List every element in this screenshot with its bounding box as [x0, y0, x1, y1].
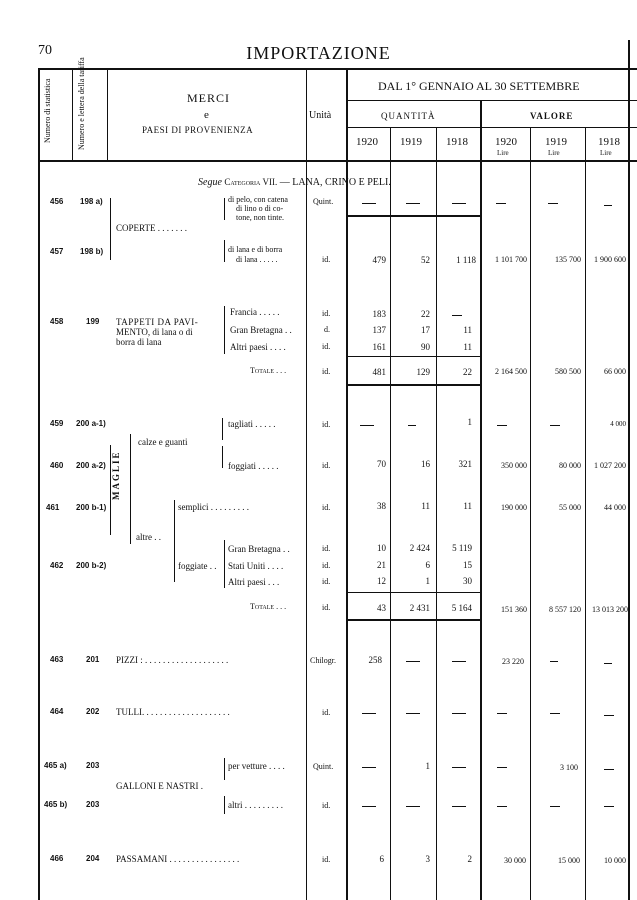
tariff-number: 203	[86, 800, 100, 809]
brace	[224, 796, 225, 814]
merci-heading: MERCI	[187, 91, 231, 105]
unit: id.	[322, 603, 331, 612]
e-heading: e	[204, 109, 209, 121]
unit: id.	[322, 461, 331, 470]
calze-label: calze e guanti	[138, 437, 188, 447]
stat-number: 456	[50, 197, 64, 206]
brace	[224, 198, 225, 220]
cell: 3 100	[560, 763, 578, 772]
cell: 479	[372, 255, 386, 265]
stat-number: 463	[50, 655, 64, 664]
cell: 6	[425, 560, 430, 570]
cell: 17	[421, 325, 430, 335]
cell: 2	[467, 854, 472, 864]
page-number: 70	[38, 43, 52, 58]
dash	[452, 661, 466, 662]
page-title: IMPORTAZIONE	[246, 43, 391, 63]
quantita-heading: QUANTITÀ	[381, 111, 436, 121]
dash	[360, 425, 374, 426]
cell: 11	[463, 342, 472, 352]
cell: 1 900 600	[594, 255, 626, 264]
cell: 11	[421, 501, 430, 511]
q1919-heading: 1919	[400, 136, 422, 148]
brace	[222, 418, 223, 440]
cell: 350 000	[501, 461, 527, 470]
cell: 23 220	[502, 657, 524, 666]
galloni-label: GALLONI E NASTRI .	[116, 781, 203, 791]
brace	[224, 540, 225, 588]
tagliati-label: tagliati . . . . .	[228, 419, 276, 429]
tappeti-label-1: TAPPETI DA PAVI-	[116, 317, 199, 327]
foggiate-label: foggiate . .	[178, 561, 217, 571]
stat-number: 464	[50, 707, 64, 716]
dash	[550, 425, 560, 426]
tariff-number: 200 b-2)	[76, 561, 107, 570]
cell: 5 119	[452, 543, 472, 553]
dash	[604, 715, 614, 716]
subtotal-rule	[346, 356, 480, 357]
cell: 580 500	[555, 367, 581, 376]
dash	[497, 425, 507, 426]
cell: 129	[416, 367, 430, 377]
q1920-heading: 1920	[356, 136, 378, 148]
cell: 258	[368, 655, 382, 665]
dash	[362, 806, 376, 807]
v1920-lire: Lire	[497, 149, 509, 157]
dash	[452, 203, 466, 204]
tariff-number: 202	[86, 707, 100, 716]
cell: 11	[463, 501, 472, 511]
cell: 55 000	[559, 503, 581, 512]
tariff-number: 203	[86, 761, 100, 770]
dash	[406, 713, 420, 714]
unit: id.	[322, 855, 331, 864]
col-rule	[38, 68, 40, 900]
cell: 22	[463, 367, 472, 377]
cell: 12	[377, 576, 386, 586]
dash	[497, 713, 507, 714]
stat-number: 458	[50, 317, 64, 326]
unit: Quint.	[313, 762, 334, 771]
tariff-number: 200 a-2)	[76, 461, 106, 470]
altre-label: altre . .	[136, 532, 161, 542]
brace	[110, 198, 111, 260]
stat-number: 461	[46, 503, 60, 512]
tariff-number: 198 a)	[80, 197, 103, 206]
dash	[497, 806, 507, 807]
cell: 16	[421, 459, 430, 469]
cell: 5 164	[451, 603, 472, 613]
unit: id.	[322, 309, 331, 318]
lana-label-2: di lana . . . . .	[236, 255, 278, 264]
tariff-number: 200 b-1)	[76, 503, 107, 512]
cell: 3	[425, 854, 430, 864]
unit: id.	[322, 801, 331, 810]
cell: 13 013 200	[592, 605, 628, 614]
stat-number: 457	[50, 247, 64, 256]
dash	[452, 767, 466, 768]
cell: 11	[463, 325, 472, 335]
dash	[406, 203, 420, 204]
maglie-label: MAGLIE	[111, 450, 121, 500]
unit: Quint.	[313, 197, 334, 206]
gran-bretagna-label: Gran Bretagna . .	[228, 544, 290, 554]
coperte-label: COPERTE . . . . . . .	[116, 223, 187, 233]
pizzi-label: PIZZI : . . . . . . . . . . . . . . . . . . .	[116, 655, 229, 665]
col-rule	[480, 100, 482, 900]
unit: id.	[322, 342, 331, 351]
cell: 70	[377, 459, 386, 469]
stat-number: 462	[50, 561, 64, 570]
dash	[362, 767, 376, 768]
cell: 30 000	[504, 856, 526, 865]
cell: 2 431	[409, 603, 430, 613]
brace	[174, 500, 175, 582]
dash	[406, 806, 420, 807]
brace	[222, 446, 223, 468]
cell: 190 000	[501, 503, 527, 512]
cell: 21	[377, 560, 386, 570]
v1920-heading: 1920	[495, 136, 517, 148]
cell: 44 000	[604, 503, 626, 512]
valore-heading: VALORE	[530, 111, 574, 121]
unit: id.	[322, 367, 331, 376]
v1918-heading: 1918	[598, 136, 620, 148]
col-rule	[72, 68, 73, 160]
cell: 22	[421, 309, 430, 319]
unit: Chilogr.	[310, 656, 337, 665]
cell: 6	[379, 854, 384, 864]
stat-number: 460	[50, 461, 64, 470]
col-rule	[390, 127, 391, 900]
subtotal-rule	[346, 215, 480, 217]
cell: 183	[372, 309, 386, 319]
unit: id.	[322, 255, 331, 264]
dash	[452, 315, 462, 316]
stat-number: 466	[50, 854, 64, 863]
cell: 4 000	[610, 420, 626, 428]
stat-number: 465 b)	[44, 800, 68, 809]
subtotal-rule	[346, 592, 480, 593]
cell: 137	[372, 325, 386, 335]
totale-label: Totale . . .	[250, 602, 287, 611]
cell: 38	[377, 501, 386, 511]
stat-number: 465 a)	[44, 761, 67, 770]
lana-label-1: di lana e di borra	[228, 245, 283, 254]
dash	[362, 203, 376, 204]
table-top-rule	[38, 68, 637, 70]
tappeti-label-3: borra di lana	[116, 337, 162, 347]
brace	[110, 445, 111, 535]
dash	[548, 203, 558, 204]
cell: 481	[372, 367, 386, 377]
cell: 321	[458, 459, 472, 469]
table-header-bottom-rule	[38, 160, 637, 162]
col-rule	[306, 68, 307, 900]
unit: id.	[322, 544, 331, 553]
brace	[224, 240, 225, 262]
dash	[550, 713, 560, 714]
paesi-heading: PAESI DI PROVENIENZA	[142, 125, 254, 135]
q1918-heading: 1918	[446, 136, 468, 148]
unit: d.	[324, 325, 330, 334]
cell: 1 118	[456, 255, 476, 265]
cell: 66 000	[604, 367, 626, 376]
unita-heading: Unità	[309, 110, 332, 121]
foggiati-label: foggiati . . . . .	[228, 461, 279, 471]
cell: 1 027 200	[594, 461, 626, 470]
dash	[452, 806, 466, 807]
total-rule	[346, 384, 480, 386]
period-underline	[346, 100, 637, 101]
unit: id.	[322, 503, 331, 512]
col-statistica-label: Numero di statistica	[43, 78, 52, 143]
cell: 1	[467, 417, 472, 427]
tariff-number: 200 a-1)	[76, 419, 106, 428]
altri-paesi-label: Altri paesi . . . .	[230, 342, 286, 352]
stati-uniti-label: Stati Uniti . . . .	[228, 561, 284, 571]
dash	[452, 713, 466, 714]
cell: 2 164 500	[495, 367, 527, 376]
v1919-heading: 1919	[545, 136, 567, 148]
cell: 10	[377, 543, 386, 553]
unit: id.	[322, 708, 331, 717]
dash	[496, 203, 506, 204]
cell: 135 700	[555, 255, 581, 264]
brace	[224, 758, 225, 780]
pelo-label-2: di lino o di co-	[236, 204, 284, 213]
dash	[550, 806, 560, 807]
brace	[130, 434, 131, 544]
col-rule	[530, 127, 531, 900]
vetture-label: per vetture . . . .	[228, 761, 285, 771]
col-tariffa-label: Numero e lettera della tariffa	[77, 57, 86, 150]
cell: 15 000	[558, 856, 580, 865]
stat-number: 459	[50, 419, 64, 428]
tariff-number: 199	[86, 317, 100, 326]
pelo-label-3: tone, non tinte.	[236, 213, 284, 222]
cell: 90	[421, 342, 430, 352]
col-rule	[107, 68, 108, 160]
col-rule	[628, 40, 630, 900]
dash	[604, 205, 612, 206]
dash	[408, 425, 416, 426]
tariff-number: 198 b)	[80, 247, 104, 256]
tariff-number: 204	[86, 854, 100, 863]
cell: 1	[425, 761, 430, 771]
cell: 161	[372, 342, 386, 352]
altri-label: altri . . . . . . . . .	[228, 800, 283, 810]
cell: 52	[421, 255, 430, 265]
francia-label: Francia . . . . .	[230, 307, 280, 317]
pelo-label-1: di pelo, con catena	[228, 195, 288, 204]
dash	[497, 767, 507, 768]
totale-label: Totale . . .	[250, 366, 287, 375]
cell: 2 424	[409, 543, 430, 553]
passamani-label: PASSAMANI . . . . . . . . . . . . . . . .	[116, 854, 240, 864]
altri-paesi-label: Altri paesi . . .	[228, 577, 280, 587]
dash	[550, 661, 558, 662]
brace	[224, 306, 225, 354]
v1918-lire: Lire	[600, 149, 612, 157]
cell: 8 557 120	[549, 605, 581, 614]
cell: 15	[463, 560, 472, 570]
col-rule	[346, 68, 348, 900]
semplici-label: semplici . . . . . . . . .	[178, 502, 249, 512]
gran-bretagna-label: Gran Bretagna . .	[230, 325, 292, 335]
total-rule	[346, 619, 480, 621]
col-rule	[585, 127, 586, 900]
cell: 1	[425, 576, 430, 586]
dash	[406, 661, 420, 662]
period-heading: DAL 1° GENNAIO AL 30 SETTEMBRE	[378, 79, 580, 93]
cell: 151 360	[501, 605, 527, 614]
dash	[604, 806, 614, 807]
cell: 10 000	[604, 856, 626, 865]
cell: 43	[377, 603, 386, 613]
dash	[604, 663, 612, 664]
unit: id.	[322, 561, 331, 570]
col-rule	[436, 127, 437, 900]
dash	[362, 713, 376, 714]
cell: 80 000	[559, 461, 581, 470]
unit: id.	[322, 420, 331, 429]
section-title: Segue Categoria VII. — LANA, CRINO E PELI.	[198, 177, 391, 188]
tariff-number: 201	[86, 655, 100, 664]
tappeti-label-2: MENTO, di lana o di	[116, 327, 193, 337]
cell: 1 101 700	[495, 255, 527, 264]
tulli-label: TULLI. . . . . . . . . . . . . . . . . . . .	[116, 707, 230, 717]
cell: 30	[463, 576, 472, 586]
dash	[604, 769, 614, 770]
unit: id.	[322, 577, 331, 586]
v1919-lire: Lire	[548, 149, 560, 157]
